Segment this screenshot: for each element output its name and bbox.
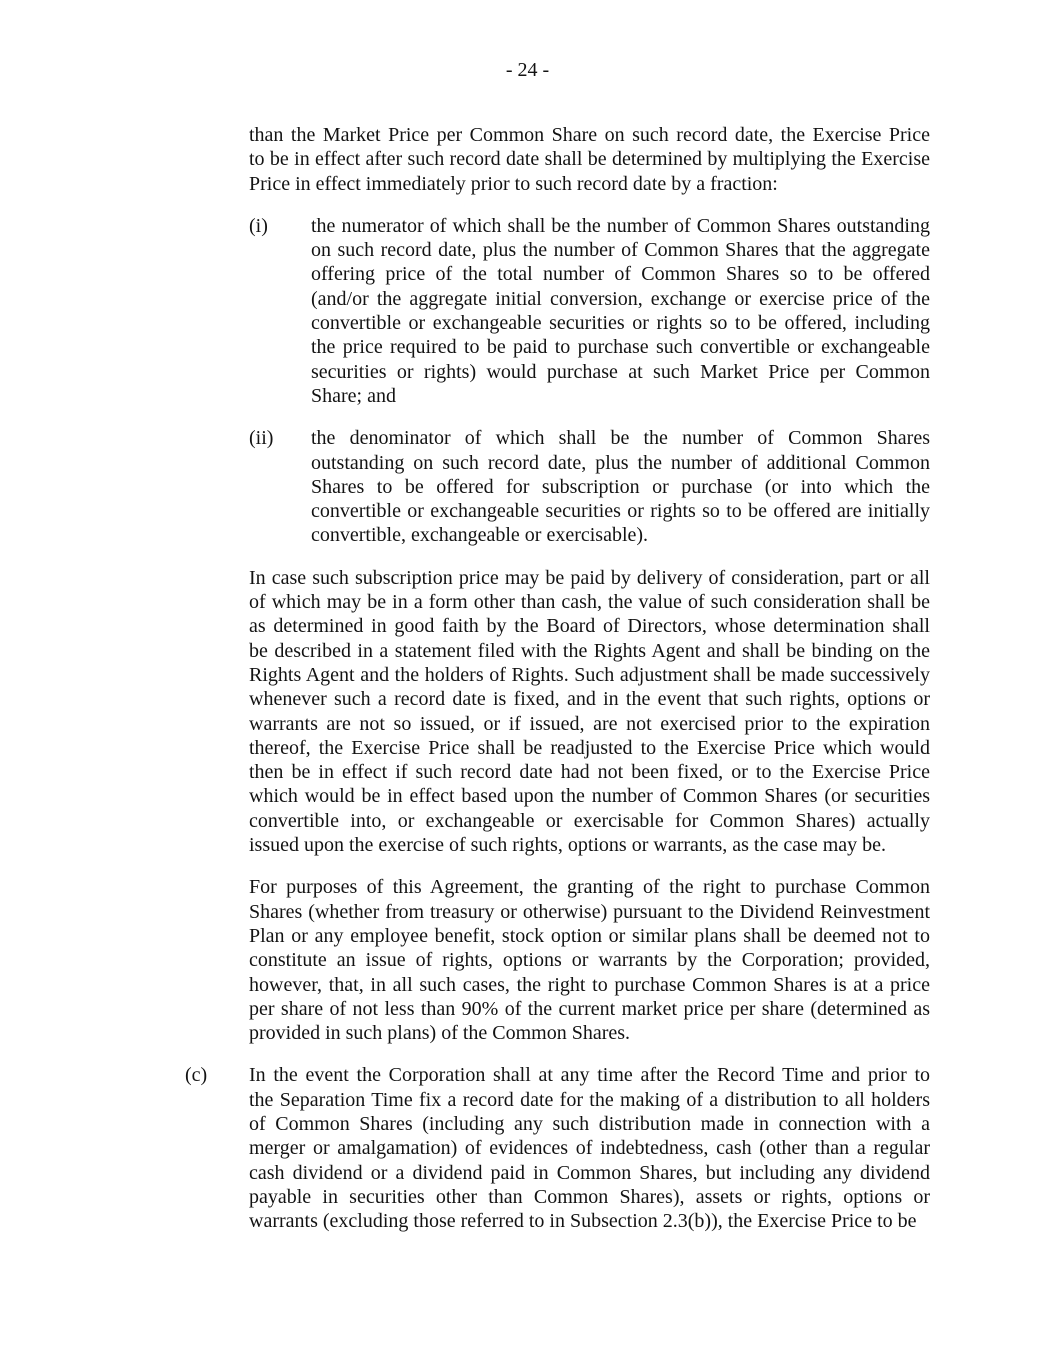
paragraph-text [249,875,930,1045]
text-line: Plan or any employee benefit, stock option or similar plans shall be deemed not to [249,924,930,947]
text-line: the denominator of which shall be the number of Common Shares [311,427,930,450]
text-line: payable in securities other than Common Shares), assets or rights, options or [249,1185,930,1208]
paragraph-text [249,1063,930,1233]
text-line: issued upon the exercise of such rights, options or warrants, as the case may be. [249,834,887,857]
text-line: of Common Shares (including any such distribution made in connection with a [249,1112,930,1135]
page-body [185,123,930,1251]
text-line: provided in such plans) of the Common Shares. [249,1022,631,1045]
text-line: of which may be in a form other than cash, the value of such consideration shall be [249,591,930,614]
text-line: outstanding on such record date, plus the number of additional Common [311,451,930,474]
text-line: Shares to be offered for subscription or purchase (or into which the [311,475,930,498]
text-line: as determined in good faith by the Board of Directors, whose determination shall [249,615,930,638]
paragraph-for-purposes [249,875,930,1045]
paragraph-text [249,566,930,858]
list-item-c [185,1063,930,1233]
text-line: convertible or exchangeable securities or rights so to be offered are initially [311,500,930,523]
text-line: merger or amalgamation) of evidences of indebtedness, cash (other than a regular [249,1137,930,1160]
text-line: however, that, in all such cases, the right to purchase Common Shares is at a price [249,973,930,996]
text-line: In case such subscription price may be paid by delivery of consideration, part or all [249,566,930,589]
text-line: Shares (whether from treasury or otherwise) pursuant to the Dividend Reinvestment [249,900,930,923]
text-line: constitute an issue of rights, options or warrants by the Corporation; provided, [249,949,930,972]
text-line: convertible, exchangeable or exercisable). [311,524,649,547]
text-line: cash dividend or a dividend paid in Common Shares, but including any dividend [249,1161,930,1184]
text-line: warrants (excluding those referred to in Subsection 2.3(b)), the Exercise Price to be [249,1210,917,1233]
text-line: In the event the Corporation shall at any time after the Record Time and prior to [249,1064,930,1087]
text-line: then be in effect if such record date had not been fixed, or to the Exercise Price [249,761,930,784]
text-line: the price required to be paid to purchase such convertible or exchangeable [311,336,930,359]
list-label-i: (i) [249,214,268,237]
page-number: - 24 - [505,59,550,81]
text-line: Rights Agent and the holders of Rights. Such adjustment shall be made successively [249,663,930,686]
text-line: than the Market Price per Common Share on such record date, the Exercise Price [249,124,930,146]
text-line: For purposes of this Agreement, the granting of the right to purchase Common [249,876,930,899]
list-label-c: (c) [185,1064,208,1087]
paragraph-text [249,123,930,196]
paragraph-text [311,214,930,408]
text-line: offering price of the total number of Common Shares so to be offered [311,263,930,286]
text-line: the numerator of which shall be the number of Common Shares outstanding [311,214,930,237]
text-line: warrants are not so issued, or if issued, are not exercised prior to the expiration [249,712,930,735]
text-line: Share; and [311,384,396,407]
text-line: to be in effect after such record date shall be determined by multiplying the Exercise [249,148,930,171]
text-line: which would be in effect based upon the number of Common Shares (or securities [249,785,930,808]
text-line: Price in effect immediately prior to such record date by a fraction: [249,172,778,195]
text-line: on such record date, plus the number of Common Shares that the aggregate [311,239,930,262]
text-line: thereof, the Exercise Price shall be readjusted to the Exercise Price which would [249,736,930,759]
text-line: convertible into, or exchangeable or exercisable for Common Shares) actually [249,809,930,832]
text-line: securities or rights) would purchase at such Market Price per Common [311,360,930,383]
paragraph-text [311,426,930,547]
text-line: per share of not less than 90% of the current market price per share (determined as [249,997,930,1020]
text-line: convertible or exchangeable securities or rights so to be offered, including [311,312,930,335]
text-line: (and/or the aggregate initial conversion, exchange or exercise price of the [311,287,930,310]
list-item-i [185,214,930,408]
list-label-ii: (ii) [249,427,274,450]
list-item-ii [185,426,930,547]
text-line: whenever such a record date is fixed, and in the event that such rights, options or [249,688,930,711]
text-line: be described in a statement filed with the Rights Agent and shall be binding on the [249,639,930,662]
paragraph-exercise-price-intro [249,123,930,196]
paragraph-consideration [249,566,930,858]
text-line: the Separation Time fix a record date for the making of a distribution to all holders [249,1088,930,1111]
